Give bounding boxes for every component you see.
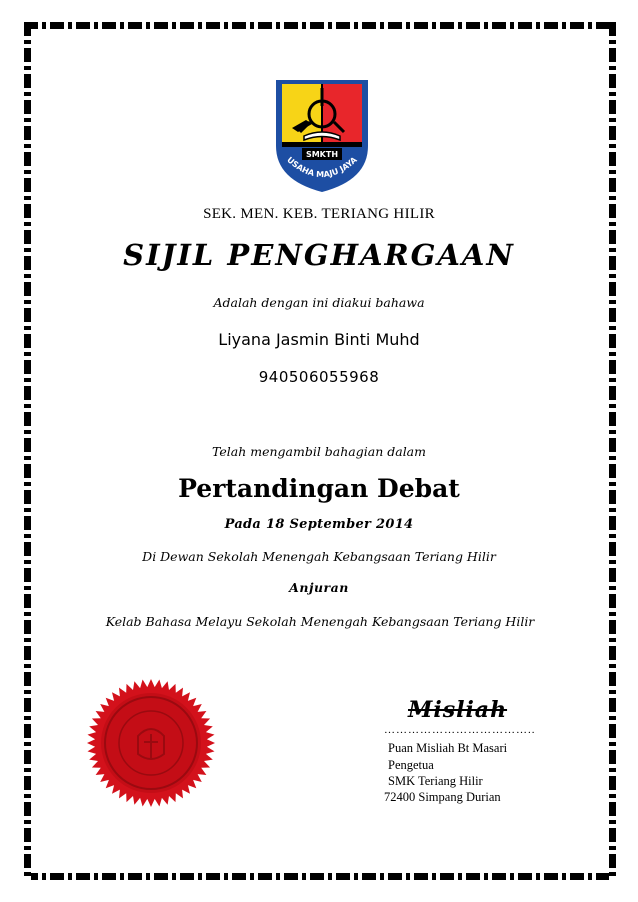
recipient-ic-number: 940506055968 — [258, 368, 380, 386]
certificate-title: SIJIL PENGHARGAAN — [123, 238, 515, 272]
signer-address: 72400 Simpang Durian — [384, 790, 501, 804]
organiser-name: Kelab Bahasa Melayu Sekolah Menengah Kebangsaan Teriang Hilir — [105, 614, 535, 629]
signature: Misliah — [408, 697, 508, 723]
event-date: Pada 18 September 2014 — [224, 517, 414, 532]
crest-motto: USAHA MAJU JAYA — [285, 155, 359, 180]
signer-position: Pengetua — [388, 758, 434, 772]
border-top — [24, 22, 616, 29]
event-name: Pertandingan Debat — [178, 474, 460, 503]
red-seal-icon — [86, 678, 216, 808]
school-name: SEK. MEN. KEB. TERIANG HILIR — [203, 206, 435, 222]
organised-by-label: Anjuran — [289, 580, 349, 595]
signature-line: ……………………………….. — [384, 724, 536, 736]
event-venue: Di Dewan Sekolah Menengah Kebangsaan Teriang Hilir — [142, 549, 496, 564]
signer-school: SMK Teriang Hilir — [388, 774, 483, 788]
school-crest-icon — [270, 76, 374, 194]
participation-line: Telah mengambil bahagian dalam — [211, 444, 426, 459]
border-bottom — [24, 873, 616, 880]
crest-badge-text: SMKTH — [305, 150, 339, 159]
recipient-name: Liyana Jasmin Binti Muhd — [218, 330, 420, 349]
intro-line: Adalah dengan ini diakui bahawa — [213, 295, 425, 310]
signer-name: Puan Misliah Bt Masari — [388, 741, 508, 755]
